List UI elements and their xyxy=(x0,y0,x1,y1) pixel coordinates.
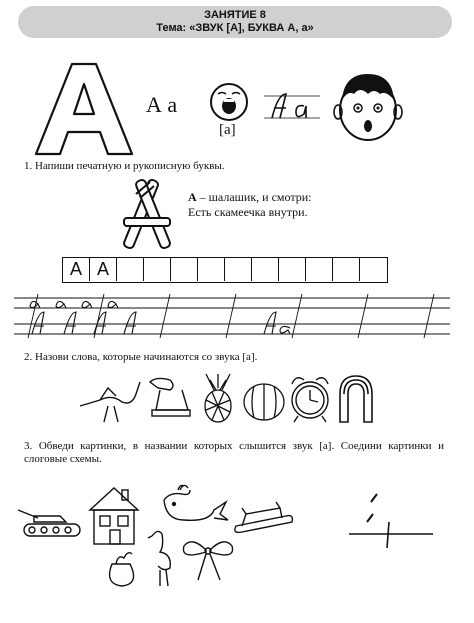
poem-line-2: Есть скамеечка внутри. xyxy=(188,205,308,219)
letter-cells xyxy=(62,257,388,283)
poem-line-1: – шалашик, и смотри: xyxy=(196,190,312,204)
open-mouth-face-icon xyxy=(208,82,250,122)
arch-icon xyxy=(340,376,372,422)
letter-a-hut-icon xyxy=(110,176,184,250)
task-3-text: 3. Обведи картинки, в названии которых слышится звук [а]. Соедини картинки и слоговые схемы. xyxy=(24,440,444,465)
tank-icon xyxy=(18,510,80,536)
task-2-pictures xyxy=(78,372,378,424)
letter-cell[interactable] xyxy=(198,258,225,281)
letter-cell[interactable]: А xyxy=(90,258,117,281)
pineapple-icon xyxy=(205,374,231,422)
syllable-scheme xyxy=(345,488,435,558)
poem-letter: А xyxy=(188,190,197,204)
house-icon xyxy=(90,488,138,544)
letter-cell[interactable] xyxy=(306,258,333,281)
alarm-clock-icon xyxy=(292,378,328,422)
letter-cell[interactable]: А xyxy=(63,258,90,281)
task-3-pictures xyxy=(14,480,314,590)
sled-icon xyxy=(235,502,293,532)
sound-label: [а] xyxy=(219,122,236,138)
letter-cell[interactable] xyxy=(333,258,360,281)
stork-icon xyxy=(80,382,140,422)
task-1-text: 1. Напиши печатную и рукописную буквы. xyxy=(24,160,225,172)
lesson-theme: Тема: «ЗВУК [А], БУКВА А, а» xyxy=(156,22,314,34)
letter-cell[interactable] xyxy=(252,258,279,281)
boy-face-icon xyxy=(330,70,406,144)
stork-icon xyxy=(148,531,170,586)
whale-icon xyxy=(164,485,228,520)
bag-icon xyxy=(110,553,134,586)
scales-icon xyxy=(150,378,190,416)
task-2-text: 2. Назови слова, которые начинаются со звука [а]. xyxy=(24,351,258,363)
letter-cell[interactable] xyxy=(360,258,387,281)
big-letter-a-icon xyxy=(34,62,134,156)
lesson-number: ЗАНЯТИЕ 8 xyxy=(204,9,266,21)
poem xyxy=(188,190,311,220)
letter-cell[interactable] xyxy=(144,258,171,281)
lesson-header xyxy=(18,6,452,38)
letter-cell[interactable] xyxy=(225,258,252,281)
script-letters-icon xyxy=(264,90,320,122)
letter-cell[interactable] xyxy=(117,258,144,281)
print-letters: А а xyxy=(146,92,178,117)
letter-cell[interactable] xyxy=(171,258,198,281)
handwriting-lines[interactable] xyxy=(14,290,450,346)
watermelon-icon xyxy=(244,384,284,420)
bow-icon xyxy=(183,542,232,580)
letter-cell[interactable] xyxy=(279,258,306,281)
